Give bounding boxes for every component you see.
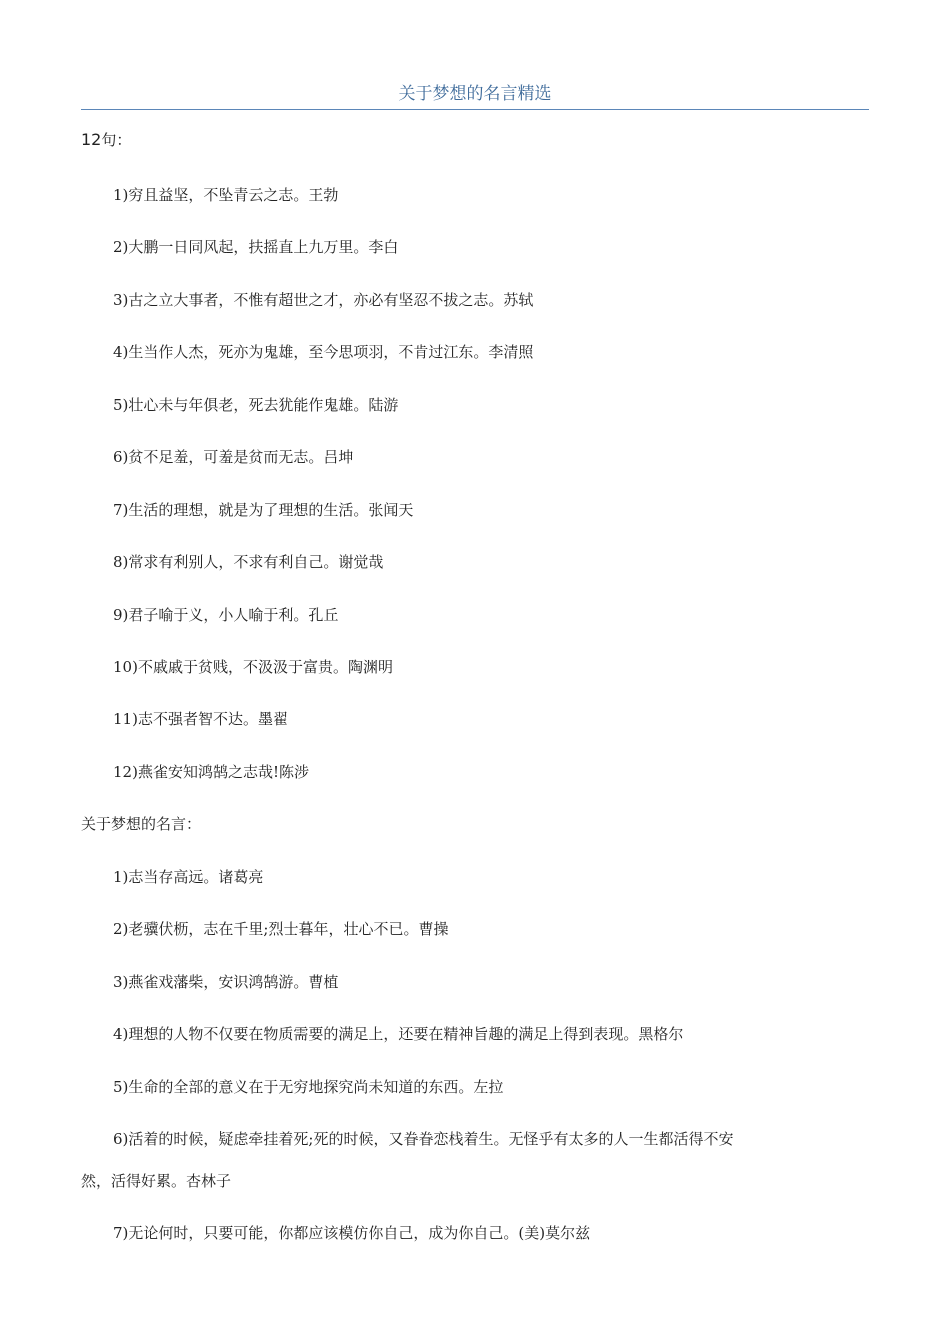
document-title: 关于梦想的名言精选	[398, 84, 552, 104]
quote-item: 5)生命的全部的意义在于无穷地探究尚未知道的东西。左拉	[113, 1078, 504, 1096]
quote-item: 12)燕雀安知鸿鹄之志哉!陈涉	[113, 763, 309, 781]
title-underline	[81, 109, 869, 110]
quote-item: 10)不戚戚于贫贱，不汲汲于富贵。陶渊明	[113, 658, 393, 676]
quote-item: 3)古之立大事者，不惟有超世之才，亦必有坚忍不拔之志。苏轼	[113, 291, 534, 309]
quote-item: 5)壮心未与年俱老，死去犹能作鬼雄。陆游	[113, 396, 399, 414]
quote-item: 4)理想的人物不仅要在物质需要的满足上，还要在精神旨趣的满足上得到表现。黑格尔	[113, 1025, 684, 1043]
quote-item: 7)无论何时，只要可能，你都应该模仿你自己，成为你自己。(美)莫尔兹	[113, 1224, 591, 1242]
quote-item: 8)常求有利别人，不求有利自己。谢觉哉	[113, 553, 384, 571]
quote-item: 6)活着的时候，疑虑牵挂着死;死的时候，又眷眷恋栈着生。无怪乎有太多的人一生都活得不安	[113, 1130, 734, 1148]
quote-item: 11)志不强者智不达。墨翟	[113, 710, 288, 728]
quote-item: 7)生活的理想，就是为了理想的生活。张闻天	[113, 501, 414, 519]
quote-item: 3)燕雀戏藩柴，安识鸿鹄游。曹植	[113, 973, 339, 991]
quote-item-continuation: 然，活得好累。杏林子	[81, 1172, 232, 1190]
section1-heading-suffix: 句：	[101, 131, 132, 149]
quote-item: 1)志当存高远。诸葛亮	[113, 868, 264, 886]
quote-item: 2)老骥伏枥，志在千里;烈士暮年，壮心不已。曹操	[113, 920, 449, 938]
quote-item: 9)君子喻于义，小人喻于利。孔丘	[113, 606, 339, 624]
quote-item: 2)大鹏一日同风起，扶摇直上九万里。李白	[113, 238, 399, 256]
quote-item: 6)贫不足羞，可羞是贫而无志。吕坤	[113, 448, 354, 466]
quote-item: 1)穷且益坚，不坠青云之志。王勃	[113, 186, 339, 204]
section1-heading	[81, 129, 131, 151]
section2-heading: 关于梦想的名言：	[81, 815, 202, 833]
section1-heading-number: 12	[81, 130, 102, 149]
quote-item: 4)生当作人杰，死亦为鬼雄，至今思项羽，不肯过江东。李清照	[113, 343, 534, 361]
